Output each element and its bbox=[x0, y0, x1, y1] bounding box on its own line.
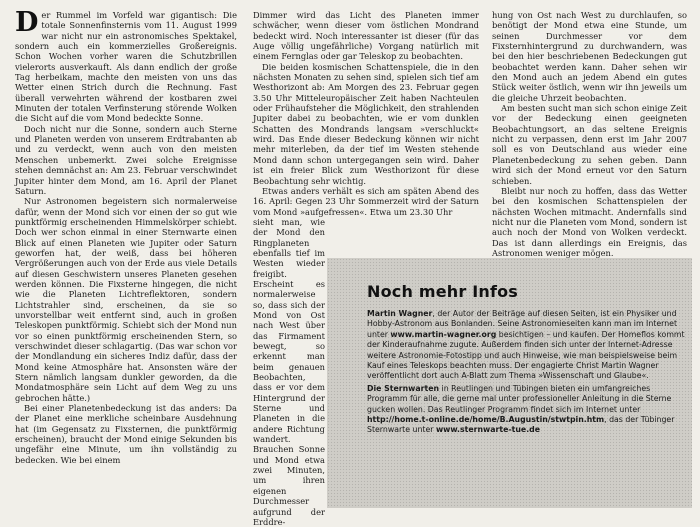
info-lead: Die Sternwarten bbox=[367, 383, 440, 393]
info-box-body bbox=[367, 309, 685, 438]
paragraph: Nur Astronomen begeistern sich normalerweise dafür, wenn der Mond sich vor einen der so gut wie punktförmig erscheinenden Himmelskörper schiebt. Doch wer schon einmal in einer Sternwarte einen Blick auf einen Planeten wie Jupiter oder Saturn geworfen hat, der weiß, dass bei höheren Vergrößerungen auch von der Erde aus viele Details auf diesen Geschwistern unseres Planeten gesehen werden können. Die Fixsterne hingegen, die nicht wie die Planeten Lichtreflektoren, sondern Lichtstrahler sind, erscheinen, da sie so unvorstellbar weit entfernt sind, auch in großen Teleskopen punktförmig. Schiebt sich der Mond nun vor so einen punktförmig erscheinenden Stern, so verschwindet dieser schlagartig. (Das war schon vor der Mondlandung ein sicheres Indiz dafür, dass der Mond keine Atmosphäre hat. Ansonsten wäre der Stern nämlich langsam dunkler geworden, da die Mondatmosphäre sein Licht auf dem Weg zu uns gebrochen hätte.) bbox=[15, 196, 237, 403]
info-text: in Reutlingen und Tübingen bieten ein umfangreiches Programm für alle, die gerne mal unter professioneller Anleitung in die Sterne gucken wollen. Das Reutlinger Programm findet sich im Internet unter bbox=[367, 383, 672, 414]
paragraph-intro bbox=[15, 7, 237, 124]
paragraph: Dimmer wird das Licht des Planeten immer schwächer, wenn dieser vom östlichen Mondrand bedeckt wird. Noch interessanter ist dieser (für das Auge völlig ungefährliche) Vorgang natürlich mit einem Fernglas oder gar Teleskop zu beobachten. bbox=[253, 10, 479, 62]
info-box bbox=[327, 258, 692, 508]
drop-cap: D bbox=[15, 7, 39, 38]
article-column-1 bbox=[15, 7, 237, 465]
reutlingen-link[interactable]: http://home.t-online.de/home/B.Augustin/stwtpin.htm bbox=[367, 415, 605, 425]
paragraph: Am besten sucht man sich schon einige Zeit vor der Bedeckung einen geeigneten Beobachtungsort, an das seltene Ereignis nicht zu verpassen, denn erst im Jahr 2007 soll es von Deutschland aus wieder eine Planetenbedeckung zu sehen geben. Dann wird sich der Mond erneut vor den Saturn schieben. bbox=[492, 103, 687, 186]
website-link[interactable]: www.martin-wagner.org bbox=[390, 329, 497, 339]
info-text: , das der Tübinger Sternwarte unter bbox=[367, 415, 675, 435]
info-text: , der Autor der Beiträge auf diesen Seiten, ist ein Physiker und Hobby-Astronom aus Bonlanden. Seine Astronomieseiten kann man im Internet unter bbox=[367, 309, 678, 339]
paragraph: hung von Ost nach West zu durchlaufen, so benötigt der Mond etwa eine Stunde, um seinen Durchmesser vor dem Fixsternhintergrund zu durchwandern, was bei den hier beschriebenen Bedeckungen gut beobachtet werden kann. Daher sehen wir den Mond auch an jedem Abend ein gutes Stück weiter östlich, wenn wir ihn jeweils um die gleiche Uhrzeit beobachten. bbox=[492, 10, 687, 103]
paragraph: Etwas anders verhält es sich am späten Abend des 16. April: Gegen 23 Uhr Sommerzeit wird der Saturn vom Mond »aufgefressen«. Etwa um 23.30 Uhr bbox=[253, 185, 479, 217]
paragraph: Bleibt nur noch zu hoffen, dass das Wetter bei den kosmischen Schattenspielen der nächsten Wochen mitmacht. Andernfalls sind nicht nur die Planeten vom Mond, sondern ist auch noch der Mond von Wolken verdeckt. Das ist dann allerdings ein Ereignis, das Astronomen weniger mögen. bbox=[492, 185, 687, 258]
paragraph: Doch nicht nur die Sonne, sondern auch Sterne und Planeten werden von unserem Erdtrabanten ab und zu verdeckt, wenn auch von den meisten Menschen unbemerkt. Zwei solche Ereignisse stehen demnächst an: Am 23. Februar verschwindet Jupiter hinter dem Mond, am 16. April der Planet Saturn. bbox=[15, 123, 237, 196]
paragraph-narrow: sieht man, wie der Mond den Ringplaneten ebenfalls tief im Westen wieder freigibt. Erscheint es normalerweise so, dass sich der Mond von Ost nach West über das Firmament bewegt, so erkennt man beim genauen Beobachten, dass er vor dem Hintergrund der Sterne und Planeten in die andere Richtung wandert. Brauchen Sonne und Mond etwa zwei Minuten, um ihren eigenen Durchmesser aufgrund der Erddre- bbox=[253, 216, 325, 527]
paragraph: Bei einer Planetenbedeckung ist das anders: Da der Planet eine merkliche scheinbare Ausdehnung hat (im Gegensatz zu Fixsternen, die punktförmig erscheinen), braucht der Mond einige Sekunden bis ungefähr eine Minute, um ihn vollständig zu bedecken. Wie bei einem bbox=[15, 403, 237, 465]
info-lead: Martin Wagner bbox=[367, 309, 433, 318]
info-text: besichtigen – und kaufen. Der Homeflos kommt der Kinderaufnahme zugute. Außerdem finden sich unter der Internet-Adresse weitere Astronomie-Fotostipp und auch Hinweise, wie man beispielsweise beim Kauf eines Teleskops beachten muss. Der engagierte Christ Martin Wagner veröffentlicht dort auch A-Blatt zum Thema »Wissenschaft und Glaube«. bbox=[367, 329, 685, 381]
tuebingen-link[interactable]: www.sternwarte-tue.de bbox=[435, 425, 541, 435]
info-paragraph-observatories bbox=[367, 384, 685, 436]
paragraph-intro-text: er Rummel im Vorfeld war gigantisch: Die totale Sonnenfinsternis vom 11. August 1999 war nicht nur ein astronomisches Spektakel, sondern auch ein kommerzielles Großereignis. Schon Wochen vorher waren die Schutzbrillen vielerorts ausverkauft. Als dann endlich der große Tag herbeikam, machte den meisten von uns das Wetter einen Strich durch die Rechnung. Fast überall verwehrten während der kostbaren zwei Minuten der totalen Verfinsterung störende Wolken die Sicht auf die vom Mond bedeckte Sonne. bbox=[15, 10, 237, 124]
info-box-title: Noch mehr Infos bbox=[367, 282, 519, 301]
info-paragraph-author bbox=[367, 309, 685, 382]
paragraph: Die beiden kosmischen Schattenspiele, die in den nächsten Monaten zu sehen sind, spielen sich tief am Westhorizont ab: Am Morgen des 23. Februar gegen 3.50 Uhr Mitteleuropäischer Zeit haben Nachteulen oder Frühaufsteher die Möglichkeit, den strahlenden Jupiter dabei zu beobachten, wie er vom dunklen Schatten des Mondrands langsam »verschluckt« wird. Das Ende dieser Bedeckung können wir nicht mehr miterleben, da der tief im Westen stehende Mond dann schon untergegangen sein wird. Daher ist ein freier Blick zum Westhorizont für diese Beobachtung sehr wichtig. bbox=[253, 61, 479, 186]
article-column-3 bbox=[492, 10, 687, 269]
